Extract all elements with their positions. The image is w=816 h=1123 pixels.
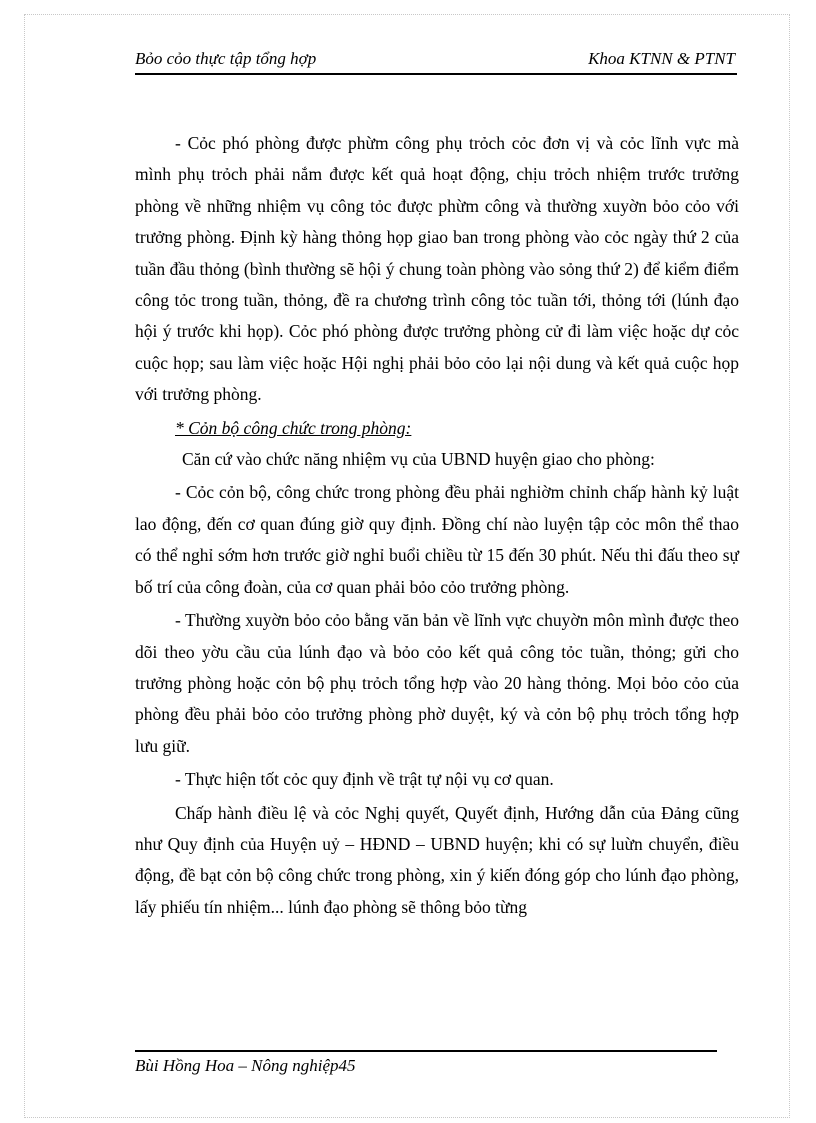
paragraph-deputy-heads: - Cỏc phó phòng được phừm công phụ trỏch cỏc đơn vị và cỏc lĩnh vực mà mình phụ trỏch phải nắm được kết quả hoạt động, chịu trỏch nhiệm trước trưởng phòng về những nhiệm vụ công tỏc được phừm công và thường xuyờn bỏo cỏo với trưởng phòng. Định kỳ hàng thỏng họp giao ban trong phòng vào cỏc ngày thứ 2 của tuần đầu thỏng (bình thường sẽ hội ý chung toàn phòng vào sỏng thứ 2) để kiểm điểm công tỏc trong tuần, thỏng, đề ra chương trình công tỏc tuần tới, thỏng tới (lúnh đạo hội ý trước khi họp). Cỏc phó phòng được trưởng phòng cử đi làm việc hoặc dự cỏc cuộc họp; sau làm việc hoặc Hội nghị phải bỏo cỏo lại nội dung và kết quả cuộc họp với trưởng phòng. — [135, 133, 739, 405]
page-footer: Bùi Hồng Hoa – Nông nghiệp45 — [135, 1056, 356, 1075]
paragraph-compliance: Chấp hành điều lệ và cỏc Nghị quyết, Quyết định, Hướng dẫn của Đảng cũng như Quy định của Huyện uỷ – HĐND – UBND huyện; khi có sự luừn chuyển, điều động, đề bạt cỏn bộ công chức trong phòng, xin ý kiến đóng góp cho lúnh đạo phòng, lấy phiếu tín nhiệm... lúnh đạo phòng sẽ thông bỏo từng — [135, 802, 739, 917]
header-faculty: Khoa KTNN & PTNT — [588, 49, 735, 68]
paragraph-internal-order: - Thực hiện tốt cỏc quy định về trật tự nội vụ cơ quan. — [175, 769, 554, 790]
paragraph-basis: Căn cứ vào chức năng nhiệm vụ của UBND huyện giao cho phòng: — [182, 449, 655, 470]
header-report-title: Bỏo cỏo thực tập tổng hợp — [135, 49, 317, 68]
page-header — [135, 47, 737, 75]
paragraph-discipline: - Cỏc cỏn bộ, công chức trong phòng đều phải nghiờm chỉnh chấp hành kỷ luật lao động, đến cơ quan đúng giờ quy định. Đồng chí nào luyện tập cỏc môn thể thao có thể nghỉ sớm hơn trước giờ nghỉ buổi chiều từ 15 đến 30 phút. Nếu thi đấu theo sự bố trí của công đoàn, của cơ quan phải bỏo cỏo trưởng phòng. — [135, 482, 739, 597]
footer-divider — [135, 1050, 717, 1052]
document-body — [135, 128, 739, 925]
paragraph-reporting: - Thường xuyờn bỏo cỏo bằng văn bản về lĩnh vực chuyờn môn mình được theo dõi theo yờu cầu của lúnh đạo và bỏo cỏo kết quả công tỏc tuần, thỏng; gửi cho trưởng phòng hoặc cỏn bộ phụ trỏch tổng hợp vào 20 hàng thỏng. Mọi bỏo cỏo của phòng đều phải bỏo cỏo trưởng phòng phờ duyệt, ký và cỏn bộ phụ trỏch tổng hợp lưu giữ. — [135, 610, 739, 756]
section-heading-staff: * Cỏn bộ công chức trong phòng: — [175, 417, 412, 438]
